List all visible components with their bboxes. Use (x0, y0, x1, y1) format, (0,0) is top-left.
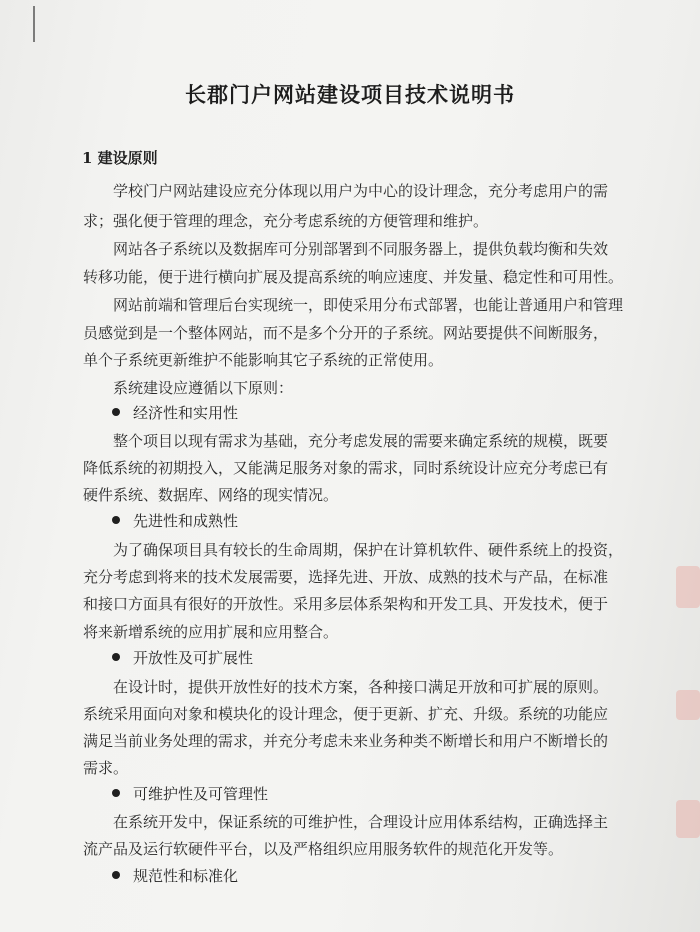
paragraph-line: 满足当前业务处理的需求，并充分考虑未来业务种类不断增长和用户不断增长的 (83, 732, 609, 750)
paragraph-line: 系统采用面向对象和模块化的设计理念，便于更新、扩充、升级。系统的功能应 (83, 705, 609, 723)
bullet-icon (112, 789, 120, 797)
seal-stamp-fragment (676, 800, 700, 838)
bullet-icon (112, 516, 120, 524)
paragraph-line: 在设计时，提供开放性好的技术方案，各种接口满足开放和可扩展的原则。 (113, 678, 609, 696)
paragraph-line: 求；强化便于管理的理念，充分考虑系统的方便管理和维护。 (83, 212, 489, 230)
bullet-icon (112, 408, 120, 416)
section-heading: 1 建设原则 (82, 149, 158, 167)
bullet-label: 经济性和实用性 (133, 404, 239, 422)
paragraph-line: 流产品及运行软硬件平台，以及严格组织应用服务软件的规范化开发等。 (83, 840, 564, 858)
paragraph-line: 将来新增系统的应用扩展和应用整合。 (83, 623, 339, 641)
bullet-icon (112, 871, 120, 879)
bullet-label: 开放性及可扩展性 (133, 649, 254, 667)
paragraph-line: 网站各子系统以及数据库可分别部署到不同服务器上，提供负载均衡和失效 (113, 240, 609, 258)
paragraph-line: 网站前端和管理后台实现统一，即使采用分布式部署，也能让普通用户和管理 (113, 296, 624, 314)
seal-stamp-fragment (676, 566, 700, 608)
paragraph-line: 系统建设应遵循以下原则： (113, 379, 294, 397)
paragraph-line: 在系统开发中，保证系统的可维护性，合理设计应用体系结构，正确选择主 (113, 813, 609, 831)
bullet-item (112, 784, 268, 804)
paragraph-line: 需求。 (83, 759, 129, 777)
bullet-label: 规范性和标准化 (133, 867, 239, 885)
paragraph-line: 转移功能，便于进行横向扩展及提高系统的响应速度、并发量、稳定性和可用性。 (83, 268, 624, 286)
paragraph-line: 为了确保项目具有较长的生命周期，保护在计算机软件、硬件系统上的投资， (113, 541, 624, 559)
bullet-item (112, 511, 238, 531)
paragraph-line: 员感觉到是一个整体网站，而不是多个分开的子系统。网站要提供不间断服务， (83, 324, 609, 342)
bullet-item (112, 403, 238, 423)
seal-stamp-fragment (676, 690, 700, 720)
paragraph-line: 充分考虑到将来的技术发展需要，选择先进、开放、成熟的技术与产品，在标准 (83, 568, 609, 586)
bullet-label: 先进性和成熟性 (133, 512, 239, 530)
paragraph-line: 和接口方面具有很好的开放性。采用多层体系架构和开发工具、开发技术，便于 (83, 595, 609, 613)
paragraph-line: 单个子系统更新维护不能影响其它子系统的正常使用。 (83, 351, 444, 369)
bullet-item (112, 648, 253, 668)
paragraph-line: 降低系统的初期投入，又能满足服务对象的需求，同时系统设计应充分考虑已有 (83, 459, 609, 477)
paragraph-line: 硬件系统、数据库、网络的现实情况。 (83, 486, 339, 504)
document-title: 长郡门户网站建设项目技术说明书 (185, 82, 515, 107)
paragraph-line: 学校门户网站建设应充分体现以用户为中心的设计理念，充分考虑用户的需 (113, 182, 609, 200)
paragraph-line: 整个项目以现有需求为基础，充分考虑发展的需要来确定系统的规模，既要 (113, 432, 609, 450)
bullet-item (112, 866, 238, 886)
page-edge-mark (33, 6, 35, 42)
bullet-icon (112, 653, 120, 661)
bullet-label: 可维护性及可管理性 (133, 785, 269, 803)
